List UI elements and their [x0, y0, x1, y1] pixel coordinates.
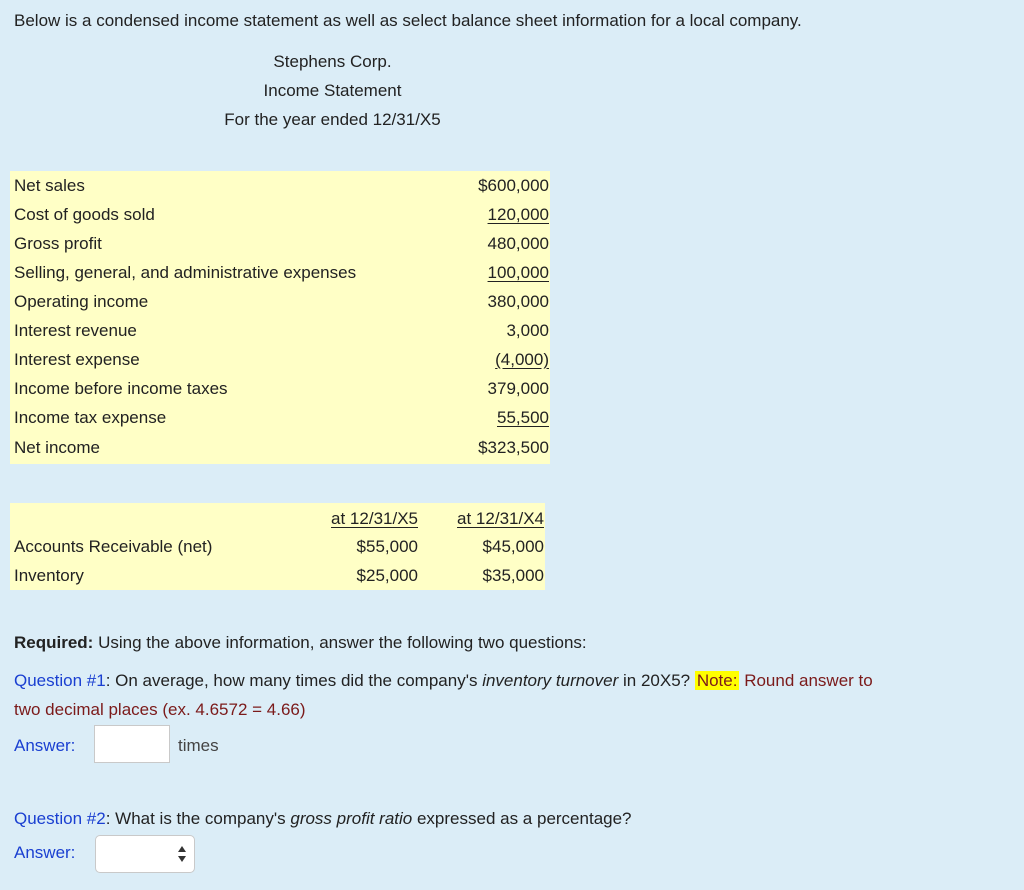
balance-row: [10, 532, 545, 561]
balance-row-value: $25,000: [356, 566, 418, 585]
income-row: [10, 403, 550, 432]
income-row: [10, 345, 550, 374]
company-name: Stephens Corp.: [273, 52, 392, 71]
balance-header-row: [10, 504, 545, 533]
required-label: Required:: [14, 633, 94, 652]
question-2-text-after: expressed as a percentage?: [412, 809, 632, 828]
intro-text: Below is a condensed income statement as well as select balance sheet information for a local company.: [14, 11, 802, 30]
required-text: Using the above information, answer the following two questions:: [93, 633, 587, 652]
answer-2-label: Answer:: [14, 843, 76, 862]
question-1-colon: :: [105, 671, 111, 690]
question-1-term: inventory turnover: [482, 671, 619, 690]
note-text-continued: two decimal places (ex. 4.6572 = 4.66): [14, 700, 306, 719]
income-row: [10, 171, 550, 200]
question-1-text: On average, how many times did the company's: [110, 671, 483, 690]
answer-1-input[interactable]: [94, 725, 170, 763]
question-2-text: What is the company's: [110, 809, 291, 828]
question-1: [14, 666, 1004, 724]
question-2-label: Question #2: [14, 809, 106, 828]
income-row: [10, 433, 550, 462]
income-row-value: 55,500: [497, 408, 549, 427]
balance-row-value: $35,000: [482, 566, 544, 585]
answer-1-label: Answer:: [14, 736, 76, 755]
statement-header: [200, 47, 465, 134]
note-label: Note:: [696, 671, 738, 690]
income-row-label: Selling, general, and administrative expenses: [14, 263, 357, 282]
income-row-value: (4,000): [495, 350, 549, 369]
income-row-label: Income before income taxes: [14, 379, 228, 398]
answer-1-unit: times: [178, 736, 219, 755]
income-row-value: 379,000: [487, 379, 549, 398]
income-row: [10, 258, 550, 287]
income-row-value: 380,000: [487, 292, 549, 311]
column-header-x5: at 12/31/X5: [331, 509, 418, 528]
question-2-colon: :: [105, 809, 111, 828]
income-row-value: 3,000: [506, 321, 549, 340]
income-row-label: Operating income: [14, 292, 149, 311]
income-row-label: Interest expense: [14, 350, 140, 369]
income-row: [10, 229, 550, 258]
income-row: [10, 374, 550, 403]
statement-period: For the year ended 12/31/X5: [224, 110, 441, 129]
income-row-label: Net income: [14, 438, 100, 457]
income-row-label: Interest revenue: [14, 321, 137, 340]
question-2: [14, 804, 632, 833]
income-statement-table: [10, 171, 550, 464]
income-row-value: 120,000: [487, 205, 549, 224]
balance-row-value: $55,000: [356, 537, 418, 556]
question-1-text-after: in 20X5?: [618, 671, 695, 690]
answer-2-select[interactable]: [95, 835, 195, 873]
balance-row-label: Accounts Receivable (net): [14, 537, 213, 556]
balance-row-label: Inventory: [14, 566, 84, 585]
income-row-label: Gross profit: [14, 234, 102, 253]
balance-sheet-table: [10, 503, 545, 590]
question-2-term: gross profit ratio: [290, 809, 413, 828]
income-row: [10, 200, 550, 229]
income-row-value: 480,000: [487, 234, 549, 253]
income-row-label: Net sales: [14, 176, 85, 195]
income-row-value: $600,000: [478, 176, 549, 195]
income-row: [10, 316, 550, 345]
income-row-label: Income tax expense: [14, 408, 167, 427]
balance-row-value: $45,000: [482, 537, 544, 556]
question-1-label: Question #1: [14, 671, 106, 690]
note-text: Round answer to: [739, 671, 873, 690]
income-row-value: 100,000: [487, 263, 549, 282]
income-row-value: $323,500: [478, 438, 549, 457]
balance-row: [10, 561, 545, 590]
column-header-x4: at 12/31/X4: [457, 509, 544, 528]
income-row-label: Cost of goods sold: [14, 205, 155, 224]
required-instructions: [14, 628, 587, 657]
select-arrows-icon: [177, 845, 187, 863]
statement-title: Income Statement: [263, 81, 402, 100]
income-row: [10, 287, 550, 316]
